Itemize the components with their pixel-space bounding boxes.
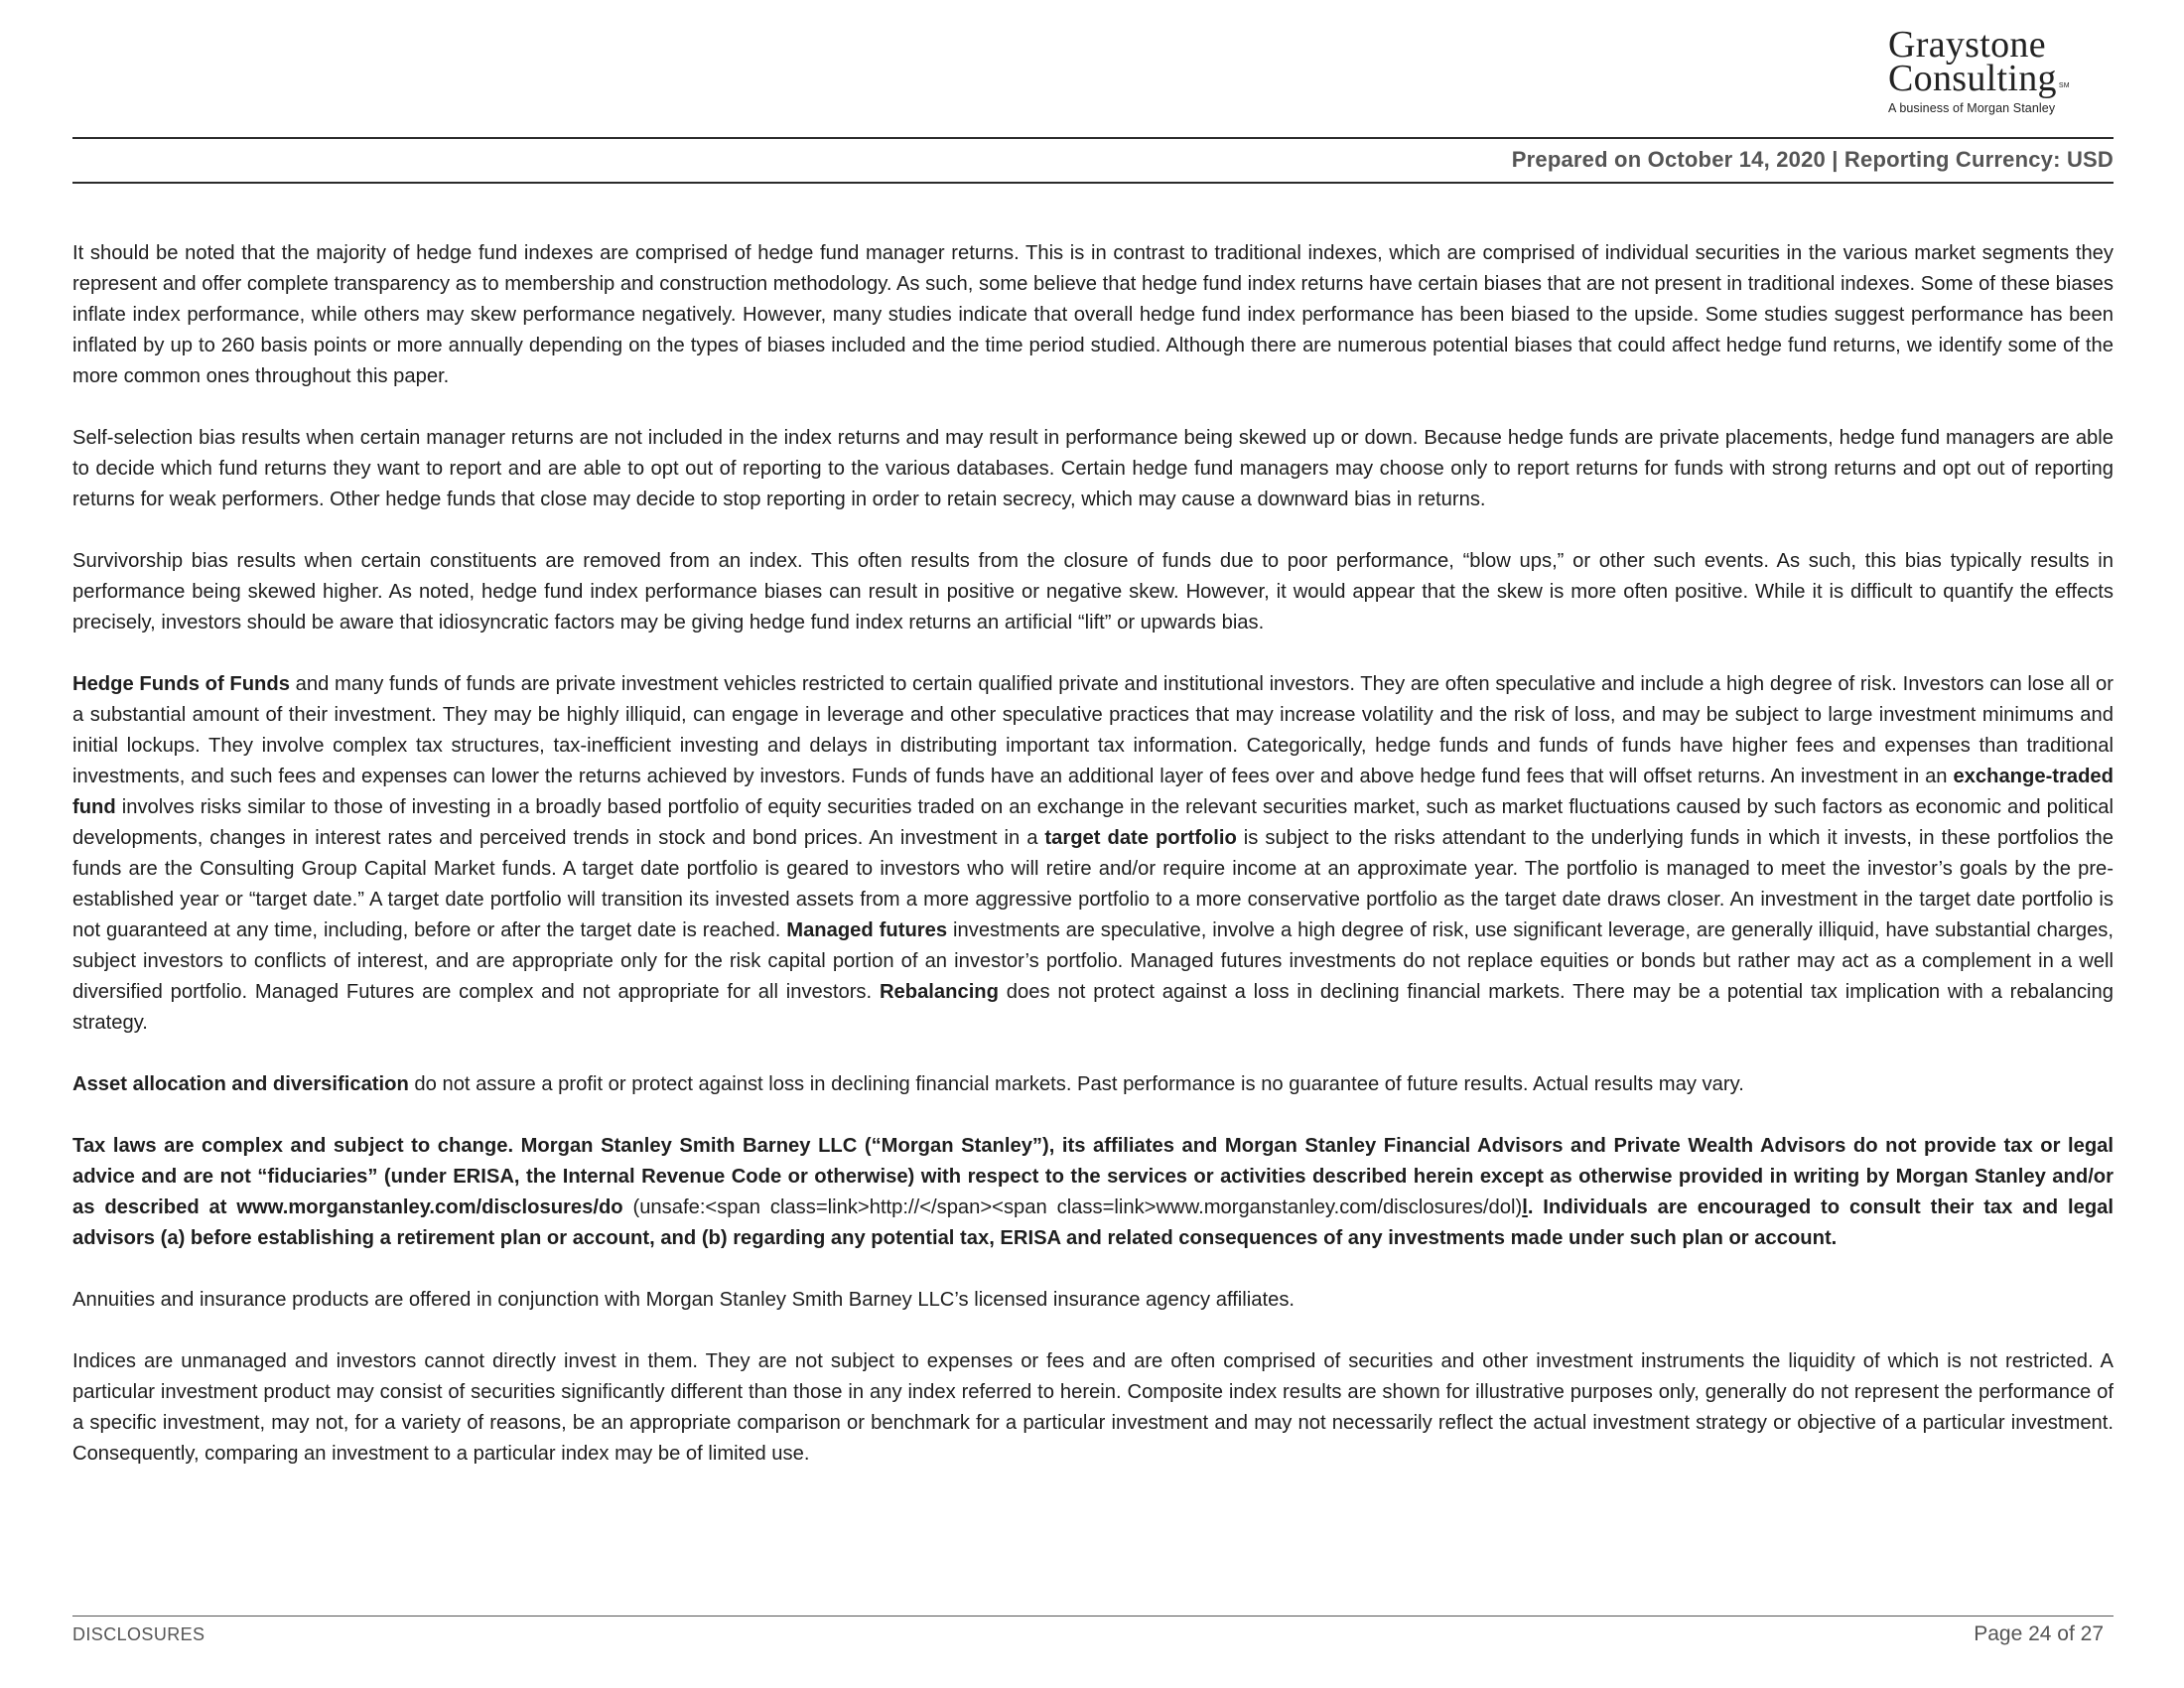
service-mark: SM <box>2058 82 2070 89</box>
text-segment: do not assure a profit or protect against loss in declining financial markets. Past performance is no guarantee of future results. Actual results may vary. <box>408 1073 1744 1095</box>
underlined-letter: l <box>1522 1196 1528 1218</box>
footer-divider <box>72 1616 2114 1617</box>
term-asset-allocation: Asset allocation and diversification <box>72 1073 409 1095</box>
text-segment: involves risks similar to those of investing in a broadly based portfolio of equity securities traded on an exchange in the relevant securities market, such as market fluctuations caused by such factors as economic and political developments, changes in interest rates and perceived trends in stock and bond prices. An investment in a <box>72 796 2114 849</box>
logo-wordmark-line2-text: Consulting <box>1888 58 2057 99</box>
disclosures-link-text[interactable]: (unsafe:<span class=link>http://</span><span class=link>www.morganstanley.com/disclosures/dol) <box>622 1196 1523 1218</box>
paragraph-self-selection-bias: Self-selection bias results when certain manager returns are not included in the index returns and may result in performance being skewed up or down. Because hedge funds are private placements, hedge fund managers are able to decide which fund returns they want to report and are able to opt out of reporting to the various databases. Certain hedge fund managers may choose only to report returns for funds with strong returns and opt out of reporting returns for weak performers. Other hedge funds that close may decide to stop reporting in order to retain secrecy, which may cause a downward bias in returns. <box>72 427 2114 510</box>
paragraph-annuities: Annuities and insurance products are offered in conjunction with Morgan Stanley Smith Barney LLC’s licensed insurance agency affiliates. <box>72 1289 1296 1311</box>
tax-disclaimer-bold-continued: . Individuals are encouraged to consult their tax and legal advisors (a) before establishing a retirement plan or account, and (b) regarding any potential tax, ERISA and related consequences of any investments made under such plan or account. <box>72 1196 2114 1249</box>
footer-section-label: DISCLOSURES <box>72 1624 205 1644</box>
header-divider-top <box>72 137 2114 139</box>
term-rebalancing: Rebalancing <box>879 981 999 1003</box>
logo-wordmark-line2 <box>1888 58 2107 99</box>
text-segment: does not protect against a loss in declining financial markets. There may be a potential tax implication with a rebalancing strategy. <box>72 981 2114 1034</box>
paragraph-asset-allocation <box>72 1069 2114 1100</box>
page-number: Page 24 of 27 <box>1974 1622 2104 1645</box>
paragraph-tax-laws <box>72 1131 2114 1254</box>
logo-tagline: A business of Morgan Stanley <box>1888 101 2056 115</box>
text-segment: is subject to the risks attendant to the underlying funds in which it invests, in these portfolios the funds are the Consulting Group Capital Market funds. A target date portfolio is geared to investors who will retire and/or require income at an approximate year. The portfolio is managed to meet the investor’s goals by the pre-established year or “target date.” A target date portfolio will transition its invested assets from a more aggressive portfolio to a more conservative portfolio as the target date draws closer. An investment in the target date portfolio is not guaranteed at any time, including, before or after the target date is reached. <box>72 827 2114 941</box>
tax-disclaimer-bold: Tax laws are complex and subject to change. Morgan Stanley Smith Barney LLC (“Morgan Stanley”), its affiliates and Morgan Stanley Financial Advisors and Private Wealth Advisors do not provide tax or legal advice and are not “fiduciaries” (under ERISA, the Internal Revenue Code or otherwise) with respect to the services or activities described herein except as otherwise provided in writing by Morgan Stanley and/or as described at www.morganstanley.com/disclosures/do <box>72 1135 2114 1218</box>
header-divider-bottom <box>72 182 2114 184</box>
paragraph-survivorship-bias: Survivorship bias results when certain constituents are removed from an index. This often results from the closure of funds due to poor performance, “blow ups,” or other such events. As such, this bias typically results in performance being skewed higher. As noted, hedge fund index performance biases can result in positive or negative skew. However, it would appear that the skew is more often positive. While it is difficult to quantify the effects precisely, investors should be aware that idiosyncratic factors may be giving hedge fund index returns an artificial “lift” or upwards bias. <box>72 550 2114 633</box>
term-target-date-portfolio: target date portfolio <box>1044 827 1237 849</box>
text-segment: investments are speculative, involve a high degree of risk, use significant leverage, are generally illiquid, have substantial charges, subject investors to conflicts of interest, and are appropriate only for the risk capital portion of an investor’s portfolio. Managed futures investments do not replace equities or bonds but rather may act as a complement in a well diversified portfolio. Managed Futures are complex and not appropriate for all investors. <box>72 919 2114 1003</box>
paragraph-hedge-fund-indexes: It should be noted that the majority of hedge fund indexes are comprised of hedge fund manager returns. This is in contrast to traditional indexes, which are comprised of individual securities in the various market segments they represent and offer complete transparency as to membership and construction methodology. As such, some believe that hedge fund index returns have certain biases that are not present in traditional indexes. Some of these biases inflate index performance, while others may skew performance negatively. However, many studies indicate that overall hedge fund index performance has been biased to the upside. Some studies suggest performance has been inflated by up to 260 basis points or more annually depending on the types of biases included and the time period studied. Although there are numerous potential biases that could affect hedge fund returns, we identify some of the more common ones throughout this paper. <box>72 242 2114 387</box>
term-managed-futures: Managed futures <box>786 919 948 941</box>
paragraph-indices: Indices are unmanaged and investors cannot directly invest in them. They are not subject to expenses or fees and are often comprised of securities and other investment instruments the liquidity of which is not restricted. A particular investment product may consist of securities significantly different than those in any index referred to herein. Composite index results are shown for illustrative purposes only, generally do not represent the performance of a specific investment, may not, for a variety of reasons, be an appropriate comparison or benchmark for a particular investment and may not necessarily reflect the actual investment strategy or objective of a particular investment. Consequently, comparing an investment to a particular index may be of limited use. <box>72 1350 2114 1465</box>
term-exchange-traded-fund: exchange-traded fund <box>72 766 2114 818</box>
logo-wordmark-line1: Graystone <box>1888 24 2046 66</box>
prepared-date-currency: Prepared on October 14, 2020 | Reporting Currency: USD <box>1511 147 2114 172</box>
paragraph-investment-risks <box>72 669 2114 1039</box>
text-segment: and many funds of funds are private investment vehicles restricted to certain qualified private and institutional investors. They are often speculative and include a high degree of risk. Investors can lose all or a substantial amount of their investment. They may be highly illiquid, can engage in leverage and other speculative practices that may increase volatility and the risk of loss, and may be subject to large investment minimums and initial lockups. They involve complex tax structures, tax-inefficient investing and delays in distributing important tax information. Categorically, hedge funds and funds of funds have higher fees and expenses than traditional investments, and such fees and expenses can lower the returns achieved by investors. Funds of funds have an additional layer of fees over and above hedge fund fees that will offset returns. An investment in an <box>72 673 2114 787</box>
disclosures-body <box>72 238 2114 1500</box>
graystone-logo <box>1888 24 2107 115</box>
term-hedge-funds-of-funds: Hedge Funds of Funds <box>72 673 290 695</box>
